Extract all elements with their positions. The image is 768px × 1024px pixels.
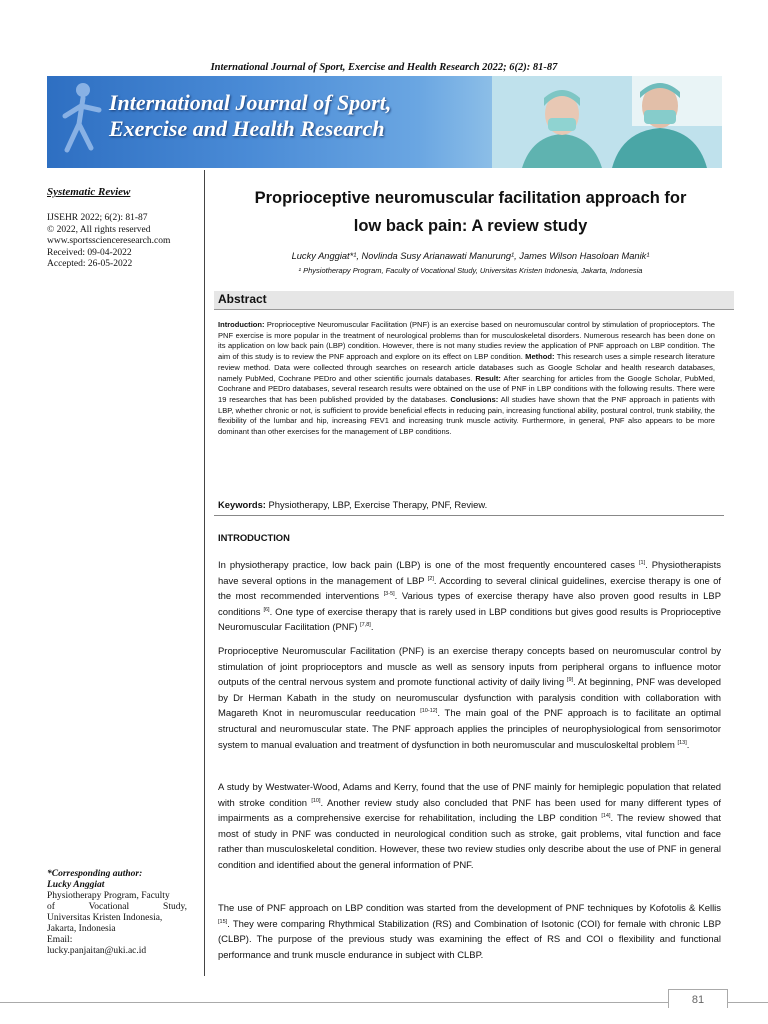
abstract-heading: Abstract [218,292,267,306]
paragraph-text: In physiotherapy practice, low back pain (LBP) is one of the most frequently encountered cases [218,560,639,571]
meta-accepted: Accepted: 26-05-2022 [47,259,133,270]
abstract-result-label: Result: [472,373,501,383]
citation-ref[interactable]: [2] [427,575,434,582]
article-title [218,184,723,240]
paragraph-text: A study by Westwater-Wood, Adams and Kerry, found that the use of PNF mainly for hemiplegic population that related with stroke condition [218,782,721,809]
runner-figure-icon [53,80,113,164]
banner-title [109,90,489,142]
citation-ref[interactable]: [9] [566,677,574,684]
introduction-heading: INTRODUCTION [218,532,290,543]
paragraph-text: . One type of exercise therapy that is rarely used in LBP conditions but gives good results is Proprioceptive Neuromuscular Facilitation (PNF) [218,606,721,634]
intro-paragraph-1 [218,558,721,636]
abstract-conclusion-label: Conclusions: [447,394,499,404]
intro-paragraph-2 [218,644,721,753]
paragraph-text: The use of PNF approach on LBP condition was started from the development of PNF techniques by Kofotolis & Kellis [218,903,721,914]
meta-website[interactable]: www.sportsscienceresearch.com [47,236,171,247]
journal-citation-line: International Journal of Sport, Exercise and Health Research 2022; 6(2): 81-87 [210,62,558,73]
column-divider [204,170,205,976]
citation-ref[interactable]: [1] [639,560,646,566]
abstract-body [218,320,715,438]
abstract-heading-bar [214,291,734,310]
citation-ref[interactable]: [14] [601,813,611,820]
paragraph-text: . Another review study also concluded that PNF has been used for many different types of impairments as a comprehensive exercise for rehabilitation, including the LBP condition [218,797,721,825]
citation-ref[interactable]: [3-5] [383,591,395,598]
paragraph-text: . The main goal of the PNF approach is to facilitate an optimal structural and neuromuscular state. The PNF approach applies the principles of neurophysiological from sensorimotor system to manual evaluation and treatment of dysfunction in both neuromuscular and musculoskeltal problem [218,708,721,751]
citation-ref[interactable]: [13] [677,739,687,746]
journal-banner [47,76,722,168]
abstract-method-text: This research uses a simple research literature review method. Data were collected through searches on research article databases such as Google Scholar and health research databases, namely PubMed, Cochrane PEDro and other scientific journals databases. [218,352,715,383]
citation-ref[interactable]: [10] [311,797,321,804]
keywords-divider [214,515,724,516]
author-list: Lucky Anggiat*¹, Novlinda Susy Arianawati Manurung¹, James Wilson Hasoloan Manik¹ [291,251,650,261]
abstract-result-text: After searching for articles from the Google Scholar, PubMed, Cochrane and PEDro databases, several research results were obtained on the use of PNF in LBP conditions with the following results. There were 19 researches that has been published provided by the databases. [218,373,715,404]
corresponding-author-name: Lucky Anggiat [47,880,105,890]
paragraph-text: Proprioceptive Neuromuscular Facilitation (PNF) is an exercise therapy concepts based on neuromuscular control by stimulation of joint proprioceptors and muscle as well as sensory inputs from peripheral organs to influence motor outputs of the central nervous system and promote functional activity of daily living [218,646,721,689]
citation-ref[interactable]: [7,8] [360,622,371,629]
corresponding-affiliation-line: Universitas Kristen Indonesia, [47,913,163,923]
page-number: 81 [691,994,705,1006]
keywords-text: Physiotherapy, LBP, Exercise Therapy, PNF, Review. [265,499,488,510]
abstract-conclusion-text: All studies have shown that the PNF approach in patients with LBP, whether chronic or not, is sufficient to provide beneficial effects in reducing pain, increasing functional ability, postural control, trunk stability, the flexibility of the lumbar and hip, increasing FEV1 and increasing trunk muscle activity. Furthermore, in general, PNF also appears to be more dominant than other exercises for the management of LBP conditions. [218,394,715,437]
meta-received: Received: 09-04-2022 [47,247,132,258]
paragraph-text: . [370,622,374,634]
citation-ref[interactable]: [15] [218,918,228,925]
paragraph-text: . Various types of exercise therapy have also proven good results in LBP conditions [218,591,721,618]
citation-ref[interactable]: [6] [263,606,270,613]
paragraph-text: . According to several clinical guidelines, exercise therapy is one of the most recommended interventions [218,575,721,603]
corresponding-affiliation-line: Jakarta, Indonesia [47,924,116,934]
sidebar [47,186,187,206]
corresponding-affiliation-line: Physiotherapy Program, Faculty [47,891,170,901]
keywords-label: Keywords: [218,499,266,510]
author-affiliation: ¹ Physiotherapy Program, Faculty of Vocational Study, Universitas Kristen Indonesia, Jakarta, Indonesia [298,266,643,275]
footer-rule [0,1002,768,1003]
article-meta [47,213,197,271]
meta-citation: IJSEHR 2022; 6(2): 81-87 [47,213,148,223]
article-title-line-2: low back pain: A review study [353,217,588,235]
corresponding-email-label: Email: [47,935,73,945]
article-title-line-1: Proprioceptive neuromuscular facilitation approach for [254,189,687,207]
banner-title-line-2: Exercise and Health Research [109,116,385,141]
paragraph-text: . The review showed that most of study in PNF was conducted in neurological condition such as stroke, gait problems, vital function and face rather than musculoskeletal condition. However, these two review studies only describe about the use of PNF in general condition and identified about the general information of PNF. [218,813,721,871]
intro-paragraph-3 [218,780,721,874]
corresponding-author [47,869,187,957]
intro-paragraph-4 [218,901,721,963]
article-type-label: Systematic Review [47,186,131,198]
meta-copyright: © 2022, All rights reserved [47,224,151,235]
paragraph-text: . At beginning, PNF was developed by Dr Herman Kabath in the study on neuromuscular dysfunction with paralysis condition with collaboration with Magareth Knot in neuromuscular reeducation [218,677,721,720]
paragraph-text: . They were comparing Rhythmical Stabilization (RS) and Combination of Isotonic (COI) for female with chronic LBP (CLBP). The purpose of the previous study was examining the effect of RS and COI o flexibility and functional performance and trunk muscle endurance in subject with CLBP. [218,918,721,961]
paragraph-text: . [686,739,690,751]
abstract-method-label: Method: [522,352,555,362]
surgeons-photo [492,76,722,168]
abstract-intro-label: Introduction: [218,320,265,329]
paragraph-text: . Physiotherapists have several options in the management of LBP [218,560,721,587]
corresponding-affiliation-line: of Vocational Study, [47,902,187,912]
banner-title-line-1: International Journal of Sport, [109,90,392,115]
page-number-box [668,989,728,1008]
abstract-intro-text: Proprioceptive Neuromuscular Facilitation (PNF) is an exercise based on neuromuscular control by stimulation of proprioceptors. The PNF exercise is more popular in the treatment of neurological problems than for musculoskeletal disorders. Numerous research has been done on its application on low back pain (LBP) condition. However, there is not many studies review the application of PNF approach on LBP condition. The aim of this study is to review the PNF approach and explore on its effect on LBP condition. [218,320,715,362]
citation-ref[interactable]: [10-12] [420,708,438,715]
corresponding-email[interactable]: lucky.panjaitan@uki.ac.id [47,946,147,956]
corresponding-author-heading: *Corresponding author: [47,869,143,879]
keywords [218,499,723,510]
